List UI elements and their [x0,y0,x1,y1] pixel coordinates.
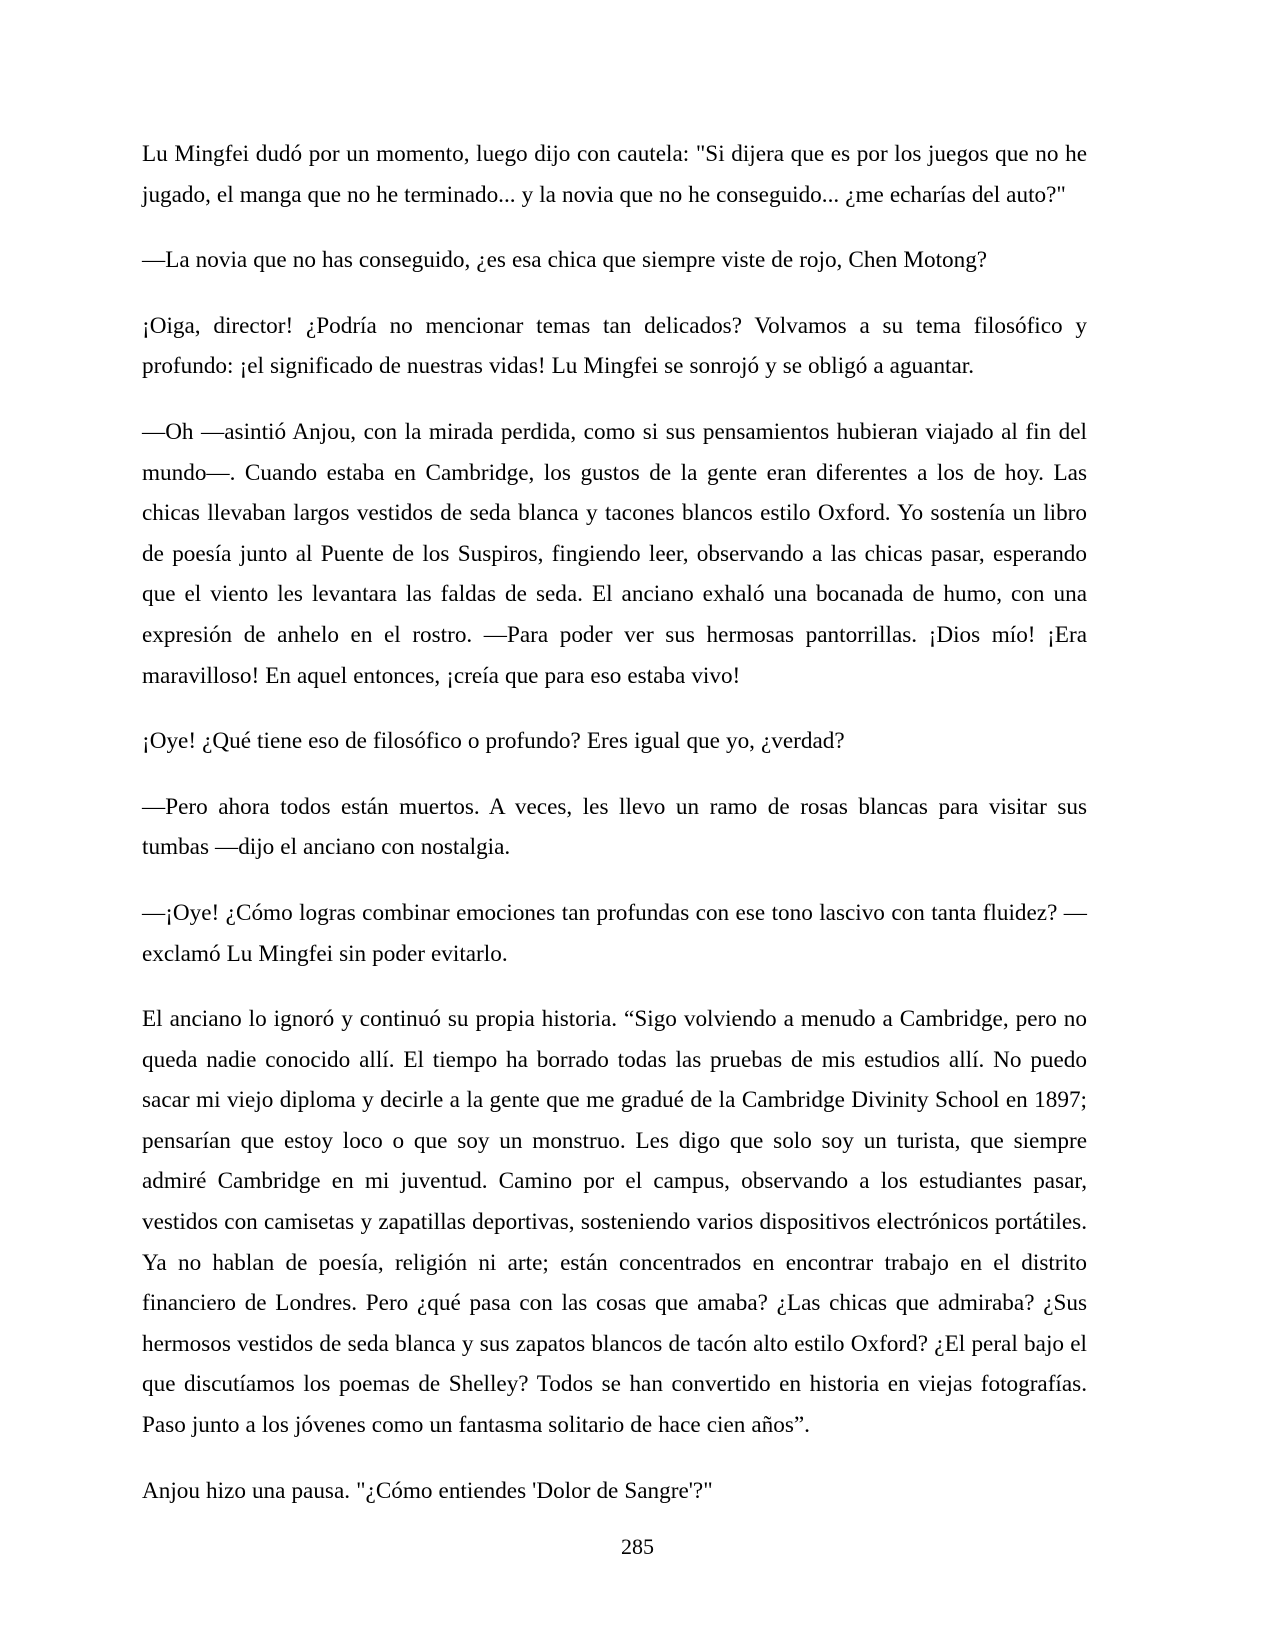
body-text-column [142,134,1087,1511]
paragraph-1: Lu Mingfei dudó por un momento, luego dijo con cautela: "Si dijera que es por los juegos que no he jugado, el manga que no he terminado... y la novia que no he conseguido... ¿me echarías del auto?" [142,141,1087,208]
paragraph-2: —La novia que no has conseguido, ¿es esa chica que siempre viste de rojo, Chen Motong? [142,247,988,274]
page-number: 285 [621,1534,654,1559]
paragraph-3: ¡Oiga, director! ¿Podría no mencionar temas tan delicados? Volvamos a su tema filosófico y profundo: ¡el significado de nuestras vidas! Lu Mingfei se sonrojó y se obligó a aguantar. [142,312,1087,380]
paragraph-6: —Pero ahora todos están muertos. A veces, les llevo un ramo de rosas blancas para visitar sus tumbas —dijo el anciano con nostalgia. [142,793,1087,861]
paragraph-4: —Oh —asintió Anjou, con la mirada perdida, como si sus pensamientos hubieran viajado al fin del mundo—. Cuando estaba en Cambridge, los gustos de la gente eran diferentes a los de hoy. Las chicas llevaban largos vestidos de seda blanca y tacones blancos estilo Oxford. Yo sostenía un libro de poesía junto al Puente de los Suspiros, fingiendo leer, observando a las chicas pasar, esperando que el viento les levantara las faldas de seda. El anciano exhaló una bocanada de humo, con una expresión de anhelo en el rostro. —Para poder ver sus hermosas pantorrillas. ¡Dios mío! ¡Era maravilloso! En aquel entonces, ¡creía que para eso estaba vivo! [142,418,1087,689]
paragraph-9: Anjou hizo una pausa. "¿Cómo entiendes 'Dolor de Sangre'?" [142,1477,713,1504]
paragraph-8: El anciano lo ignoró y continuó su propia historia. “Sigo volviendo a menudo a Cambridge, pero no queda nadie conocido allí. El tiempo ha borrado todas las pruebas de mis estudios allí. No puedo sacar mi viejo diploma y decirle a la gente que me gradué de la Cambridge Divinity School en 1897; pensarían que estoy loco o que soy un monstruo. Les digo que solo soy un turista, que siempre admiré Cambridge en mi juventud. Camino por el campus, observando a los estudiantes pasar, vestidos con camisetas y zapatillas deportivas, sosteniendo varios dispositivos electrónicos portátiles. Ya no hablan de poesía, religión ni arte; están concentrados en encontrar trabajo en el distrito financiero de Londres. Pero ¿qué pasa con las cosas que amaba? ¿Las chicas que admiraba? ¿Sus hermosos vestidos de seda blanca y sus zapatos blancos de tacón alto estilo Oxford? ¿El peral bajo el que discutíamos los poemas de Shelley? Todos se han convertido en historia en viejas fotografías. Paso junto a los jóvenes como un fantasma solitario de hace cien años”. [142,1006,1087,1439]
paragraph-7: —¡Oye! ¿Cómo logras combinar emociones tan profundas con ese tono lascivo con tanta fluidez? —exclamó Lu Mingfei sin poder evitarlo. [142,899,1087,967]
paragraph-5: ¡Oye! ¿Qué tiene eso de filosófico o profundo? Eres igual que yo, ¿verdad? [142,728,845,755]
